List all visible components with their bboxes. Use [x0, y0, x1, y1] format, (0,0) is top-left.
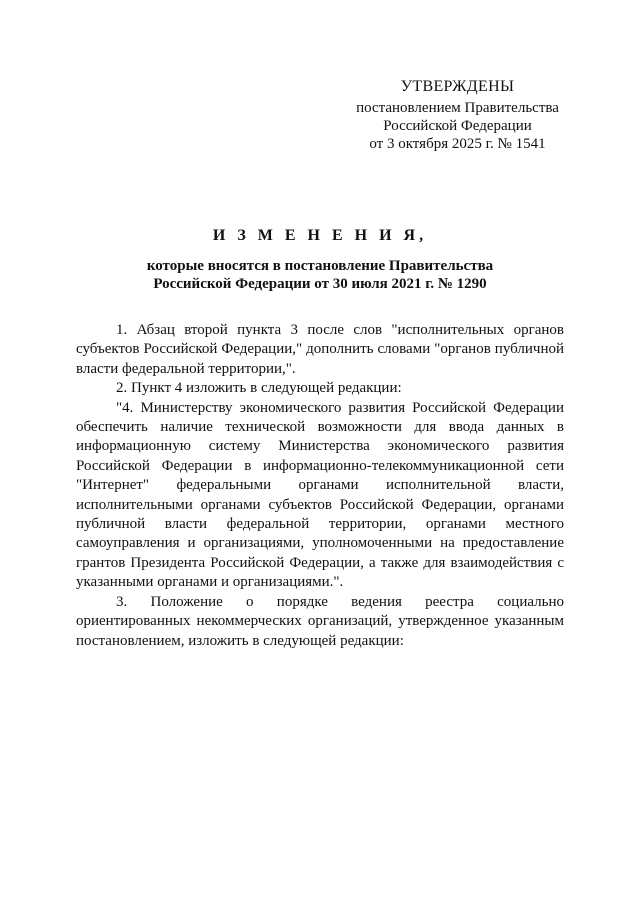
- approval-stamp-block: [330, 78, 585, 153]
- paragraph-item-2: 2. Пункт 4 изложить в следующей редакции:: [116, 380, 402, 397]
- approval-line-government: Российской Федерации: [383, 118, 532, 134]
- approval-heading: УТВЕРЖДЕНЫ: [400, 78, 515, 95]
- document-body: [76, 321, 564, 651]
- document-subtitle-line-2: Российской Федерации от 30 июля 2021 г. № 1290: [153, 276, 487, 292]
- document-title-block: [80, 226, 560, 293]
- paragraph-item-3: 3. Положение о порядке ведения реестра социально ориентированных некоммерческих организаций, утвержденное указанным постановлением, изложить в следующей редакции:: [76, 593, 564, 649]
- paragraph-item-1: 1. Абзац второй пункта 3 после слов "исполнительных органов субъектов Российской Федерации," дополнить словами "органов публичной власти федеральной территории,".: [76, 322, 564, 377]
- approval-line-decree: постановлением Правительства: [356, 100, 559, 116]
- paragraph-quoted-item-4: "4. Министерству экономического развития Российской Федерации обеспечить наличие технической возможности для ввода данных в информационную систему Министерства экономического развития Российской Федерации в информационно-телекоммуникационной сети "Интернет" федеральными органами исполнительной власти, исполнительными органами субъектов Российской Федерации, органами публичной власти федеральной территории, органами местного самоуправления и организациями, уполномоченными на предоставление грантов Президента Российской Федерации, а также для взаимодействия с указанными органами и организациями.".: [76, 399, 564, 591]
- approval-line-date-number: от 3 октября 2025 г. № 1541: [369, 136, 546, 152]
- document-subtitle-line-1: которые вносятся в постановление Правительства: [146, 258, 494, 274]
- document-heading: И З М Е Н Е Н И Я,: [212, 227, 428, 244]
